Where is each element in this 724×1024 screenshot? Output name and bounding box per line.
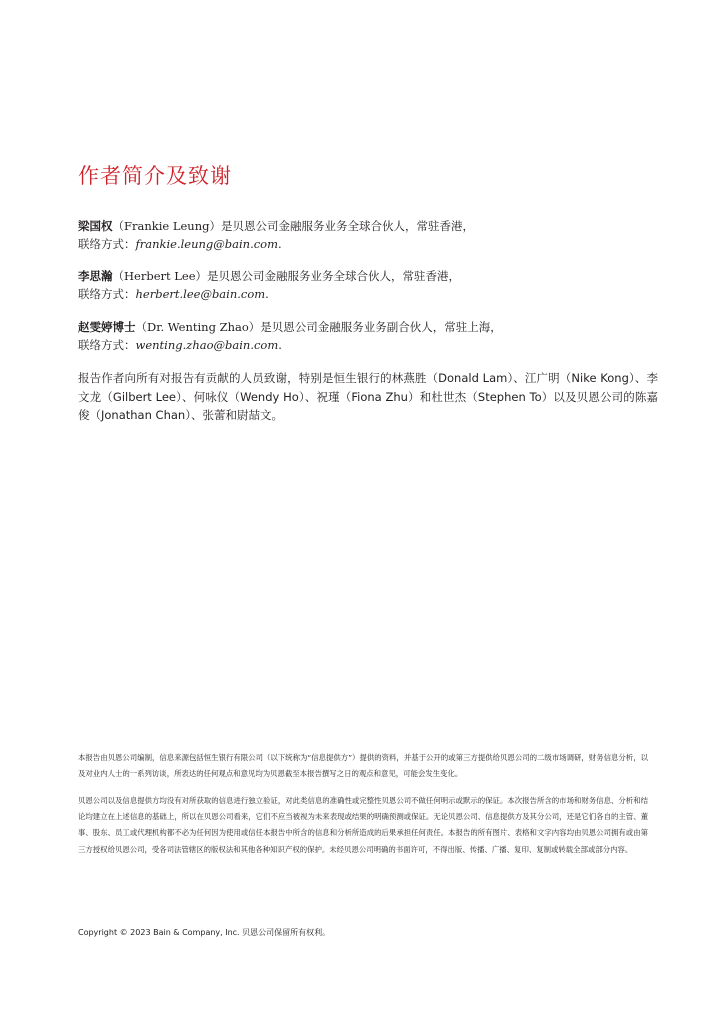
contact-end: . xyxy=(278,338,282,352)
contact-line xyxy=(78,285,658,303)
author-english-name: （Dr. Wenting Zhao） xyxy=(135,320,261,334)
author-role: 是贝恩公司金融服务业务全球合伙人，常驻香港， xyxy=(207,269,461,283)
author-entry-leung xyxy=(78,217,658,253)
contact-line xyxy=(78,336,658,354)
contact-end: . xyxy=(278,237,282,251)
author-name: 梁国权 xyxy=(78,219,113,233)
author-entry-lee xyxy=(78,267,658,303)
author-email-link[interactable]: herbert.lee@bain.com xyxy=(135,287,266,301)
author-email-link[interactable]: frankie.leung@bain.com xyxy=(135,237,279,251)
author-line xyxy=(78,318,658,336)
acknowledgement-paragraph: 报告作者向所有对报告有贡献的人员致谢，特别是恒生银行的林燕胜（Donald Lam）、江广明（Nike Kong）、李文龙（Gilbert Lee）、何咏仪（Wendy Ho）、祝瑾（Fiona Zhu）和杜世杰（Stephen To）以及贝恩公司的陈嘉俊（Jonathan Chan）、张蕾和尉喆文。 xyxy=(78,371,658,422)
author-name: 赵雯婷博士 xyxy=(78,320,136,334)
contact-label: 联络方式： xyxy=(78,338,136,352)
contact-end: . xyxy=(265,287,269,301)
copyright-notice: Copyright © 2023 Bain & Company, Inc. 贝恩公司保留所有权利。 xyxy=(78,928,331,937)
page-title: 作者简介及致谢 xyxy=(78,164,232,188)
contact-label: 联络方式： xyxy=(78,287,136,301)
author-name: 李思瀚 xyxy=(78,269,113,283)
author-english-name: （Herbert Lee） xyxy=(112,269,208,283)
author-line xyxy=(78,267,658,285)
author-entry-zhao xyxy=(78,318,658,354)
author-role: 是贝恩公司金融服务业务全球合伙人，常驻香港， xyxy=(220,219,474,233)
disclaimer-paragraph-2: 贝恩公司以及信息提供方均没有对所获取的信息进行独立验证，对此类信息的准确性或完整性贝恩公司不做任何明示或默示的保证。本次报告所含的市场和财务信息、分析和结论均建立在上述信息的基础上，所以在贝恩公司看来，它们不应当被视为未来表现或结果的明确预测或保证。无论贝恩公司、信息提供方及其分公司，还是它们各自的主管、董事、股东、员工或代理机构都不必为任何因为使用或信任本报告中所含的信息和分析所造成的后果承担任何责任。本报告的所有图片、表格和文字内容均由贝恩公司拥有或由第三方授权给贝恩公司，受各司法管辖区的版权法和其他各种知识产权的保护。未经贝恩公司明确的书面许可，不得出版、传播、广播、复印、复制或转载全部或部分内容。 xyxy=(78,796,648,854)
author-english-name: （Frankie Leung） xyxy=(112,219,221,233)
contact-label: 联络方式： xyxy=(78,237,136,251)
author-line xyxy=(78,217,658,235)
disclaimer-paragraph-1: 本报告由贝恩公司编制，信息来源包括恒生银行有限公司（以下统称为“信息提供方”）提供的资料，并基于公开的或第三方提供给贝恩公司的二级市场调研，财务信息分析，以及对业内人士的一系列访谈，所表达的任何观点和意见均为贝恩截至本报告撰写之日的观点和意见，可能会发生变化。 xyxy=(78,753,648,779)
author-role: 是贝恩公司金融服务业务副合伙人，常驻上海， xyxy=(260,320,502,334)
author-email-link[interactable]: wenting.zhao@bain.com xyxy=(135,338,279,352)
contact-line xyxy=(78,235,658,253)
